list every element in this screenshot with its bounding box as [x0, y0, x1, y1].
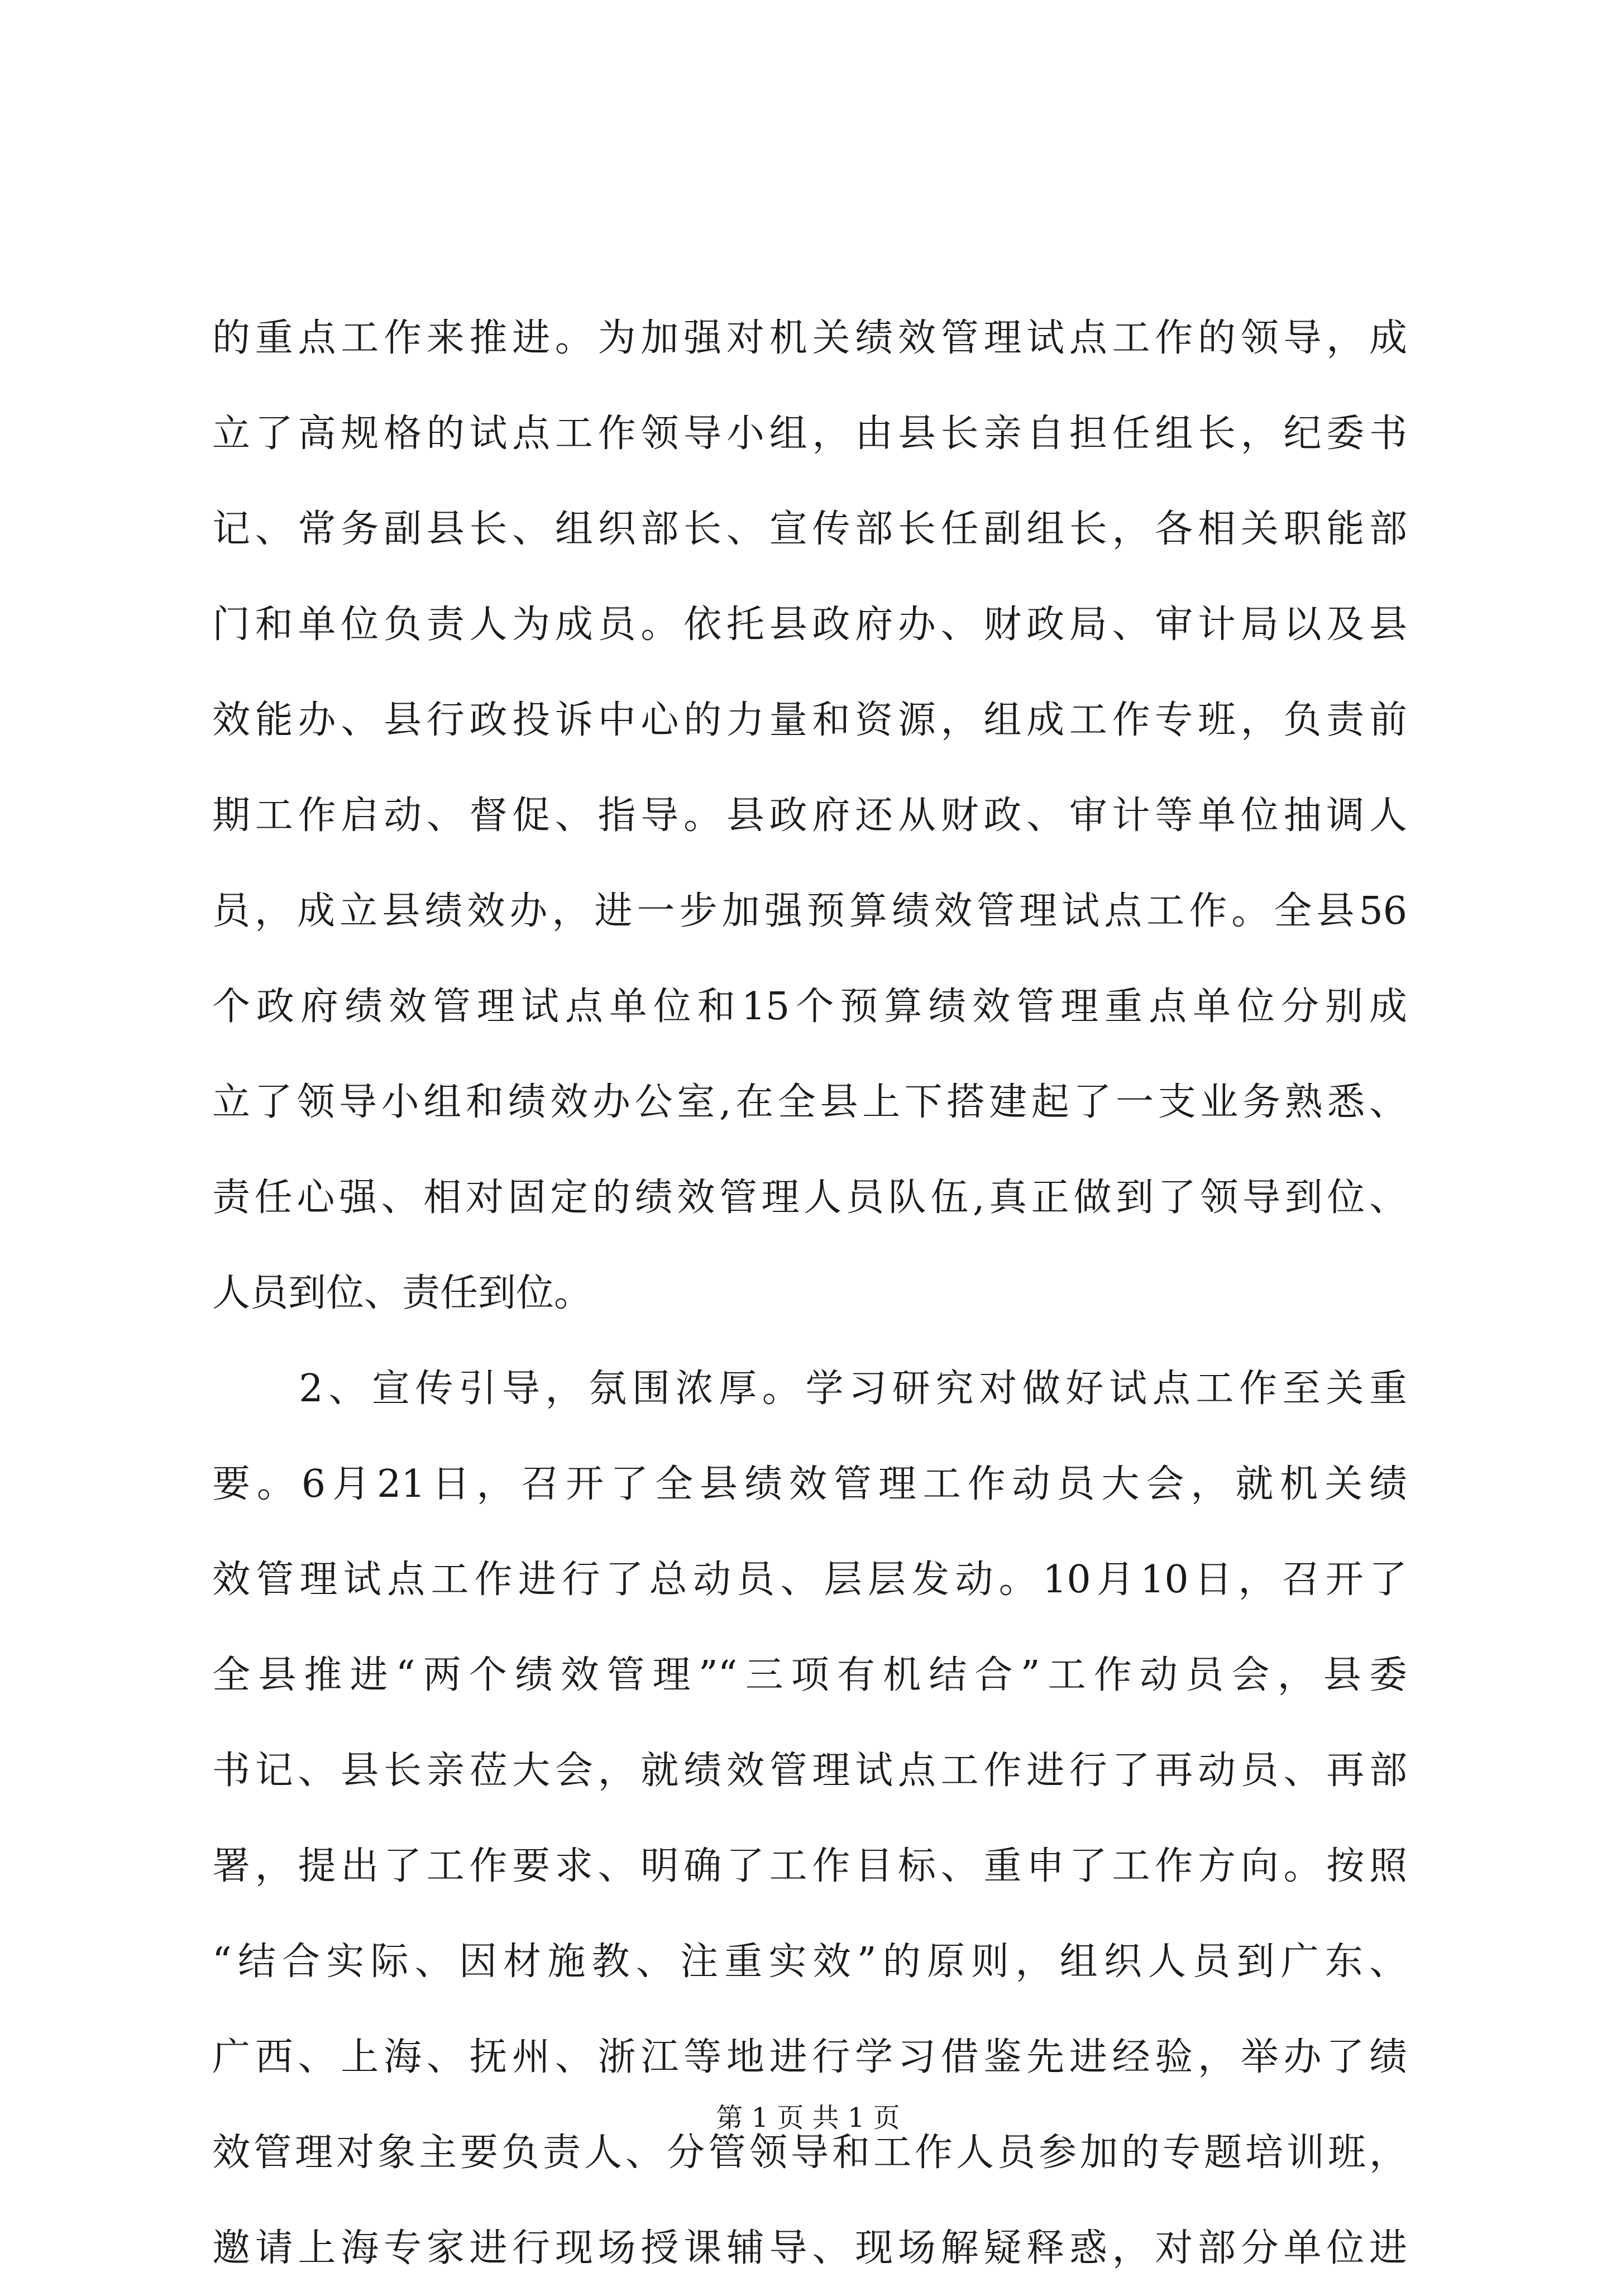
page-footer: 第 1 页 共 1 页	[716, 2102, 900, 2133]
text-line: 全县推进“两个绩效管理”“三项有机结合”工作动员会，县委	[212, 1653, 1407, 1697]
text-line: 效能办、县行政投诉中心的力量和资源，组成工作专班，负责前	[212, 698, 1407, 742]
text-line: 2、宣传引导，氛围浓厚。学习研究对做好试点工作至关重	[212, 1367, 1407, 1411]
text-line: 个政府绩效管理试点单位和15个预算绩效管理重点单位分别成	[212, 985, 1407, 1029]
text-line: 员，成立县绩效办，进一步加强预算绩效管理试点工作。全县56	[212, 889, 1407, 933]
text-line: 邀请上海专家进行现场授课辅导、现场解疑释惑，对部分单位进	[212, 2226, 1407, 2270]
text-line: 记、常务副县长、组织部长、宣传部长任副组长，各相关职能部	[212, 507, 1407, 551]
text-line: 要。6月21日，召开了全县绩效管理工作动员大会，就机关绩	[212, 1462, 1407, 1506]
text-line: 人员到位、责任到位。	[212, 1271, 592, 1315]
text-line: 广西、上海、抚州、浙江等地进行学习借鉴先进经验，举办了绩	[212, 2035, 1407, 2079]
text-line: “结合实际、因材施教、注重实效”的原则，组织人员到广东、	[212, 1940, 1407, 1984]
text-line: 效管理对象主要负责人、分管领导和工作人员参加的专题培训班，	[212, 2131, 1407, 2175]
text-line: 责任心强、相对固定的绩效管理人员队伍,真正做到了领导到位、	[212, 1176, 1407, 1220]
text-line: 效管理试点工作进行了总动员、层层发动。10月10日，召开了	[212, 1558, 1407, 1602]
text-line: 书记、县长亲莅大会，就绩效管理试点工作进行了再动员、再部	[212, 1749, 1407, 1793]
text-line: 门和单位负责人为成员。依托县政府办、财政局、审计局以及县	[212, 603, 1407, 647]
text-line: 期工作启动、督促、指导。县政府还从财政、审计等单位抽调人	[212, 794, 1407, 838]
text-line: 的重点工作来推进。为加强对机关绩效管理试点工作的领导，成	[212, 316, 1407, 360]
document-body	[212, 290, 1407, 2296]
text-line: 立了领导小组和绩效办公室,在全县上下搭建起了一支业务熟悉、	[212, 1080, 1407, 1124]
text-line: 立了高规格的试点工作领导小组，由县长亲自担任组长，纪委书	[212, 412, 1407, 456]
text-line: 署，提出了工作要求、明确了工作目标、重申了工作方向。按照	[212, 1844, 1407, 1888]
